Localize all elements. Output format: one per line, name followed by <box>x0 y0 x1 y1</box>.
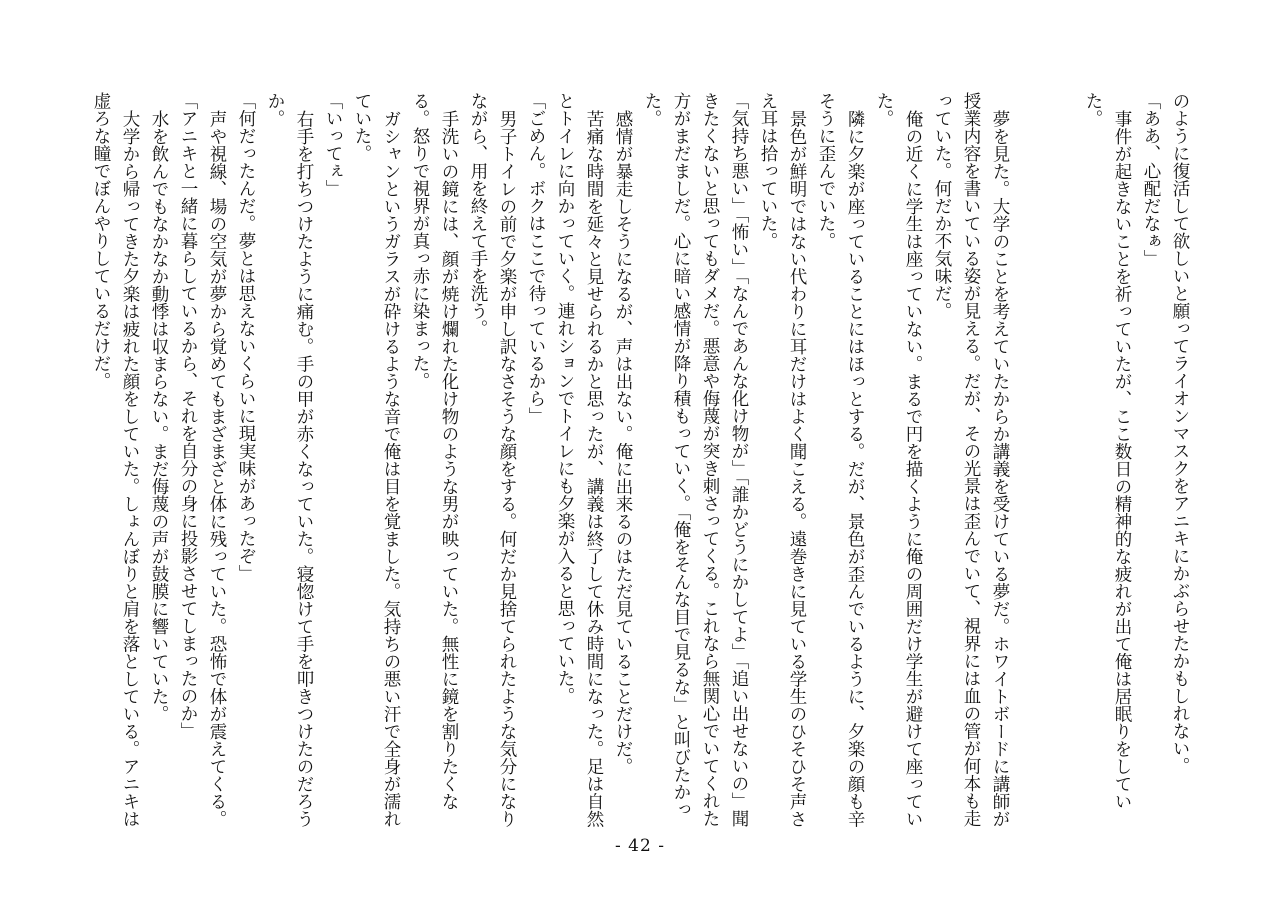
paragraph: 水を飲んでもなかなか動悸は収まらない。まだ侮蔑の声が鼓膜に響いていた。 <box>149 109 169 722</box>
paragraph: 感情が暴走しそうになるが、声は出ない。俺に出来るのはただ見ていることだけだ。 <box>613 109 633 775</box>
dialogue-line: 「アニキと一緒に暮らしているから、それを自分の身に投影させてしまったのか」 <box>178 92 198 740</box>
paragraph: 右手を打ちつけたように痛む。手の甲が赤くなっていた。寝惚けて手を叩きつけたのだろうか。 <box>265 92 314 827</box>
dialogue-line: 「何だったんだ。夢とは思えないくらいに現実味があったぞ」 <box>236 92 256 582</box>
paragraph: 俺の近くに学生は座っていない。まるで円を描くように俺の周囲だけ学生が避けて座っていた。 <box>874 92 923 827</box>
vertical-text-body <box>74 92 1194 832</box>
paragraph: 苦痛な時間を延々と見せられるかと思ったが、講義は終了して休み時間になった。足は自然とトイレに向かっていく。連れションでトイレにも夕楽が入ると思っていた。 <box>555 92 604 827</box>
dialogue-line: 「気持ち悪い」「怖い」「なんであんな化け物が」「誰かどうにかしてよ」「追い出せないの」聞きたくないと思ってもダメだ。悪意や侮蔑が突き刺さってくる。これなら無関心でいてくれた方がまだましだ。心に暗い感情が降り積もっていく。「俺をそんな目で見るな」と叫びたかった。 <box>642 92 749 827</box>
paragraph: 男子トイレの前で夕楽が申し訳なさそうな顔をする。何だか見捨てられたような気分になりながら、用を終えて手を洗う。 <box>468 92 517 827</box>
paragraph: 大学から帰ってきた夕楽は疲れた顔をしていた。しょんぼりと肩を落としている。アニキは虚ろな瞳でぼんやりしているだけだ。 <box>91 92 140 827</box>
paragraph: 手洗いの鏡には、顔が焼け爛れた化け物のような男が映っていた。無性に鏡を割りたくなる。怒りで視界が真っ赤に染まった。 <box>410 92 459 810</box>
paragraph: のように復活して欲しいと願ってライオンマスクをアニキにかぶらせたかもしれない。 <box>1170 92 1190 775</box>
paragraph: 隣に夕楽が座っていることにはほっとする。だが、景色が歪んでいるように、夕楽の顔も辛そうに歪んでいた。 <box>816 92 865 827</box>
paragraph: 景色が鮮明ではない代わりに耳だけはよく聞こえる。遠巻きに見ている学生のひそひそ声さえ耳は拾っていた。 <box>758 92 807 827</box>
dialogue-line: 「いってぇ」 <box>323 92 343 197</box>
paragraph: 声や視線、場の空気が夢から覚めてもまざまざと体に残っていた。恐怖で体が震えてくる。 <box>207 109 227 827</box>
paragraph: 事件が起きないことを祈っていたが、ここ数日の精神的な疲れが出て俺は居眠りをしていた。 <box>1083 92 1132 810</box>
page-number: - 42 - <box>615 836 665 856</box>
scene-break <box>1032 92 1061 832</box>
paragraph: ガシャンというガラスが砕けるような音で俺は目を覚ました。気持ちの悪い汗で全身が濡れていた。 <box>352 92 401 827</box>
paragraph: 夢を見た。大学のことを考えていたからか講義を受けている夢だ。ホワイトボードに講師が授業内容を書いている姿が見える。だが、その光景は歪んでいて、視界には血の管が何本も走っていた。何だか不気味だ。 <box>932 92 1010 827</box>
dialogue-line: 「ああ、心配だなぁ」 <box>1141 92 1161 267</box>
dialogue-line: 「ごめん。ボクはここで待っているから」 <box>526 92 546 425</box>
